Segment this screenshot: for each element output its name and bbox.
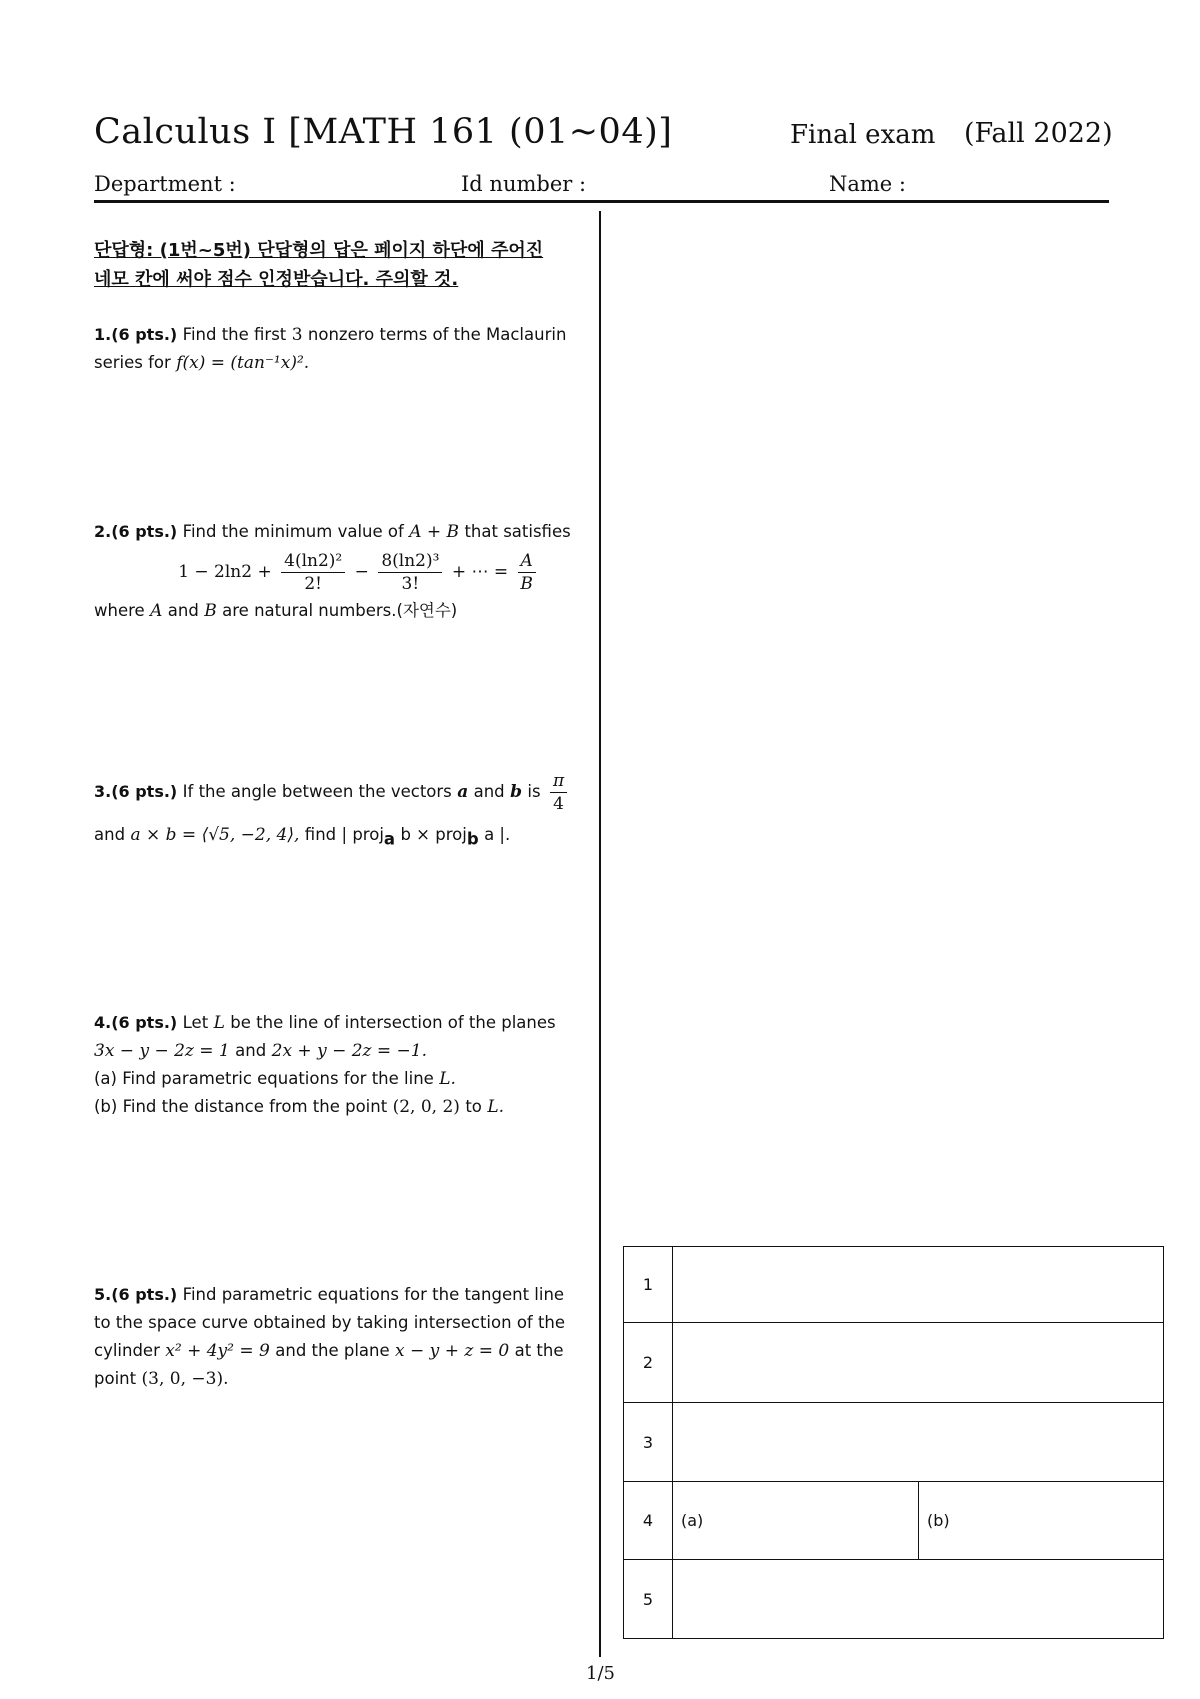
answer-row-number: 1 (624, 1247, 673, 1323)
name-label: Name : (829, 172, 906, 196)
question-2-number: 2.(6 pts.) (94, 522, 178, 541)
question-3: 3.(6 pts.) If the angle between the vectors a and b is $\frac{\pi}{4}$ and a × b = ⟨√5, −2, 4⟩, find | proj$_a$ b × proj$_b$ a |. (94, 770, 584, 853)
course-title: Calculus I [MATH 161 (01~04)] (94, 112, 673, 152)
question-4-part-b: (b) Find the distance from the point (94, 1097, 388, 1116)
cross-product-expression: a × b = ⟨√5, −2, 4⟩, (130, 825, 300, 845)
plane-1-equation: 3x − y − 2z = 1 (94, 1041, 230, 1061)
answer-field-2[interactable] (673, 1323, 1164, 1403)
answer-row-number: 5 (624, 1560, 673, 1639)
question-1-function: f(x) = (tan⁻¹x)². (176, 353, 310, 373)
answer-row (624, 1323, 1164, 1403)
answer-field-4b[interactable]: (b) (919, 1482, 1164, 1560)
question-5: 5.(6 pts.) Find parametric equations for the tangent line to the space curve obtained by taking intersection of the cylinder x² + 4y² = 9 and the plane x − y + z = 0 at the point (3, 0, −3). (94, 1285, 566, 1389)
plane-2-equation: 2x + y − 2z = −1. (271, 1041, 428, 1061)
question-3-number: 3.(6 pts.) (94, 782, 178, 801)
exam-term: (Fall 2022) (964, 118, 1113, 149)
question-5-number: 5.(6 pts.) (94, 1285, 178, 1304)
answer-row (624, 1403, 1164, 1482)
answer-row-number: 3 (624, 1403, 673, 1482)
header-divider (94, 200, 1109, 203)
department-label: Department : (94, 172, 236, 196)
answer-box (623, 1246, 1164, 1639)
question-1: 1.(6 pts.) Find the first 3 nonzero terms of the Maclaurin series for f(x) = (tan⁻¹x)². (94, 325, 567, 373)
notice-line-2: 네모 칸에 써야 점수 인정받습니다. 주의할 것. (94, 269, 459, 290)
answer-row-number: 2 (624, 1323, 673, 1403)
fraction: $\frac{\text{8(ln2)³}}{3!}$ (378, 550, 442, 595)
fraction: $\frac{\pi}{4}$ (550, 770, 567, 815)
short-answer-notice (94, 236, 564, 294)
id-number-label: Id number : (461, 172, 587, 196)
answer-field-3[interactable] (673, 1403, 1164, 1482)
notice-line-1: 단답형: (1번~5번) 단답형의 답은 페이지 하단에 주어진 (94, 240, 544, 261)
fraction: $\frac{\text{4(ln2)²}}{2!}$ (281, 550, 345, 595)
answer-row (624, 1560, 1164, 1639)
question-1-number: 1.(6 pts.) (94, 325, 178, 344)
answer-row-number: 4 (624, 1482, 673, 1560)
exam-type: Final exam (790, 120, 936, 150)
question-2: 2.(6 pts.) Find the minimum value of A + B that satisfies 1 − 2ln2 + $\frac{\text{4(ln2)²}}{2!}$ − $\frac{\text{8(ln2)³}}{3!}$ + ⋯ = $\frac{A}{B}$ where A and B are natural numbers.(자연수) (94, 518, 584, 625)
answer-field-1[interactable] (673, 1247, 1164, 1323)
answer-field-4a[interactable]: (a) (673, 1482, 919, 1560)
page-number: 1/5 (586, 1663, 615, 1684)
fraction: $\frac{A}{B}$ (518, 550, 536, 595)
answer-row (624, 1482, 1164, 1560)
answer-row (624, 1247, 1164, 1323)
column-divider (599, 211, 601, 1657)
answer-field-5[interactable] (673, 1560, 1164, 1639)
question-4: 4.(6 pts.) Let L be the line of intersection of the planes 3x − y − 2z = 1 and 2x + y − 2z = −1. (a) Find parametric equations for the line L. (b) Find the distance from the point (2, 0, 2) to L. (94, 1013, 556, 1117)
question-4-number: 4.(6 pts.) (94, 1013, 178, 1032)
question-2-series-equation: 1 − 2ln2 + $\frac{\text{4(ln2)²}}{2!}$ − $\frac{\text{8(ln2)³}}{3!}$ + ⋯ = $\frac{A}{B}$ (134, 550, 584, 595)
question-4-part-a: (a) Find parametric equations for the line (94, 1069, 434, 1088)
